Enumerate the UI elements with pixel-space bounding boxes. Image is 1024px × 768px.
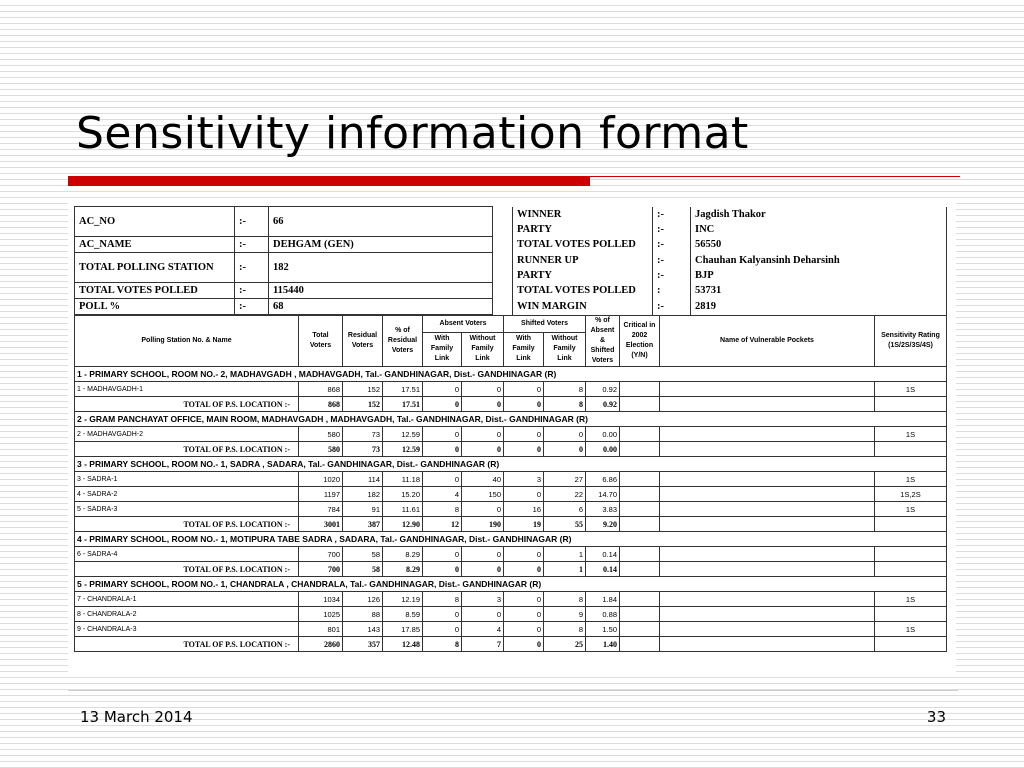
total-pct-as: 9.20 xyxy=(586,517,620,532)
total-pct: 12.48 xyxy=(383,637,423,652)
location-total-row xyxy=(75,517,947,532)
station-abs-wo: 0 xyxy=(462,607,504,622)
total-pct: 12.90 xyxy=(383,517,423,532)
station-row xyxy=(75,592,947,607)
title-accent-bar xyxy=(68,176,590,186)
sensitivity-document xyxy=(74,206,946,652)
total-label: TOTAL OF P.S. LOCATION :- xyxy=(75,562,299,577)
station-residual: 152 xyxy=(343,382,383,397)
total-total: 868 xyxy=(299,397,343,412)
station-name: 3 - SADRA-1 xyxy=(75,472,299,487)
station-pct-as: 3.83 xyxy=(586,502,620,517)
station-total: 801 xyxy=(299,622,343,637)
info-right-sep: :- xyxy=(653,237,691,253)
info-right-label: PARTY xyxy=(513,222,653,237)
station-pct-as: 1.50 xyxy=(586,622,620,637)
info-row xyxy=(75,283,947,299)
station-sh-wo: 22 xyxy=(544,487,586,502)
station-abs-w: 0 xyxy=(423,622,462,637)
station-critical xyxy=(620,547,660,562)
station-abs-w: 8 xyxy=(423,592,462,607)
station-vuln xyxy=(660,502,875,517)
station-sh-wo: 0 xyxy=(544,427,586,442)
station-name: 5 - SADRA-3 xyxy=(75,502,299,517)
slide-title: Sensitivity information format xyxy=(76,108,749,159)
location-total-row xyxy=(75,637,947,652)
col-residual-voters: Residual Voters xyxy=(343,316,383,367)
station-pct-as: 0.88 xyxy=(586,607,620,622)
station-row xyxy=(75,622,947,637)
station-abs-w: 0 xyxy=(423,382,462,397)
station-name: 1 - MADHAVGADH-1 xyxy=(75,382,299,397)
station-total: 700 xyxy=(299,547,343,562)
info-gap xyxy=(493,207,513,237)
location-total-row xyxy=(75,397,947,412)
station-abs-wo: 4 xyxy=(462,622,504,637)
info-right-label: RUNNER UP xyxy=(513,253,653,268)
station-sh-w: 0 xyxy=(504,592,544,607)
total-empty-cell xyxy=(620,397,660,412)
total-empty-cell xyxy=(875,637,947,652)
col-sensitivity-rating: Sensitivity Rating (1S/2S/3S/4S) xyxy=(875,316,947,367)
station-pct-as: 0.00 xyxy=(586,427,620,442)
total-abs-w: 8 xyxy=(423,637,462,652)
info-left-label: POLL % xyxy=(75,299,235,315)
total-empty-cell xyxy=(660,442,875,457)
page-number: 33 xyxy=(926,708,946,726)
col-shifted-with-family: With Family Link xyxy=(504,332,544,366)
station-sh-wo: 8 xyxy=(544,382,586,397)
station-vuln xyxy=(660,592,875,607)
total-abs-w: 0 xyxy=(423,562,462,577)
station-sh-wo: 8 xyxy=(544,592,586,607)
total-sh-wo: 0 xyxy=(544,442,586,457)
location-title: 1 - PRIMARY SCHOOL, ROOM NO.- 2, MADHAVGADH , MADHAVGADH, Tal.- GANDHINAGAR, Dist.- GANDHINAGAR (R) xyxy=(75,367,947,382)
station-pct-as: 6.86 xyxy=(586,472,620,487)
info-gap xyxy=(493,283,513,299)
total-residual: 152 xyxy=(343,397,383,412)
info-right-value: Chauhan Kalyansinh Deharsinh xyxy=(691,253,947,268)
col-shifted-without-family: Without Family Link xyxy=(544,332,586,366)
station-vuln xyxy=(660,472,875,487)
station-row xyxy=(75,472,947,487)
station-rating: 1S xyxy=(875,427,947,442)
total-pct-as: 0.92 xyxy=(586,397,620,412)
total-pct: 12.59 xyxy=(383,442,423,457)
info-right-label: WINNER xyxy=(513,207,653,222)
station-abs-wo: 0 xyxy=(462,427,504,442)
info-row xyxy=(75,237,947,253)
station-abs-wo: 0 xyxy=(462,547,504,562)
info-right-value: INC xyxy=(691,222,947,237)
total-empty-cell xyxy=(620,442,660,457)
info-right-value: 2819 xyxy=(691,299,947,315)
station-pct: 11.61 xyxy=(383,502,423,517)
info-right-value: BJP xyxy=(691,268,947,283)
total-total: 2860 xyxy=(299,637,343,652)
footer-date: 13 March 2014 xyxy=(80,708,193,726)
station-pct: 8.29 xyxy=(383,547,423,562)
station-vuln xyxy=(660,622,875,637)
total-abs-wo: 7 xyxy=(462,637,504,652)
total-empty-cell xyxy=(875,397,947,412)
total-sh-w: 0 xyxy=(504,442,544,457)
station-rating xyxy=(875,547,947,562)
station-rating: 1S xyxy=(875,622,947,637)
station-total: 784 xyxy=(299,502,343,517)
total-empty-cell xyxy=(620,637,660,652)
title-accent-line xyxy=(590,176,960,177)
station-name: 9 - CHANDRALA-3 xyxy=(75,622,299,637)
station-critical xyxy=(620,487,660,502)
total-empty-cell xyxy=(620,562,660,577)
station-pct: 17.85 xyxy=(383,622,423,637)
station-abs-w: 4 xyxy=(423,487,462,502)
station-total: 1020 xyxy=(299,472,343,487)
total-empty-cell xyxy=(660,397,875,412)
total-sh-w: 0 xyxy=(504,562,544,577)
station-abs-wo: 3 xyxy=(462,592,504,607)
total-total: 700 xyxy=(299,562,343,577)
info-right-label: PARTY xyxy=(513,268,653,283)
info-gap xyxy=(493,237,513,253)
location-title: 3 - PRIMARY SCHOOL, ROOM NO.- 1, SADRA , SADARA, Tal.- GANDHINAGAR, Dist.- GANDHINAGAR (R) xyxy=(75,457,947,472)
station-residual: 126 xyxy=(343,592,383,607)
total-empty-cell xyxy=(660,517,875,532)
station-abs-wo: 0 xyxy=(462,382,504,397)
station-abs-wo: 40 xyxy=(462,472,504,487)
info-left-label: TOTAL VOTES POLLED xyxy=(75,283,235,299)
station-residual: 114 xyxy=(343,472,383,487)
station-sh-w: 16 xyxy=(504,502,544,517)
footer-divider xyxy=(68,690,958,691)
station-total: 868 xyxy=(299,382,343,397)
location-row xyxy=(75,412,947,427)
station-critical xyxy=(620,382,660,397)
total-empty-cell xyxy=(620,517,660,532)
station-pct: 12.59 xyxy=(383,427,423,442)
station-name: 8 - CHANDRALA-2 xyxy=(75,607,299,622)
station-residual: 143 xyxy=(343,622,383,637)
station-sh-w: 0 xyxy=(504,547,544,562)
station-name: 2 - MADHAVGADH-2 xyxy=(75,427,299,442)
station-rating: 1S xyxy=(875,592,947,607)
total-pct-as: 1.40 xyxy=(586,637,620,652)
info-left-label: TOTAL POLLING STATION xyxy=(75,253,235,283)
station-sh-w: 3 xyxy=(504,472,544,487)
station-sh-w: 0 xyxy=(504,607,544,622)
station-abs-w: 0 xyxy=(423,427,462,442)
total-abs-wo: 0 xyxy=(462,442,504,457)
station-total: 1025 xyxy=(299,607,343,622)
info-right-sep: :- xyxy=(653,253,691,268)
station-name: 7 - CHANDRALA-1 xyxy=(75,592,299,607)
info-right-label: TOTAL VOTES POLLED xyxy=(513,283,653,299)
station-critical xyxy=(620,472,660,487)
info-left-value: 182 xyxy=(269,253,493,283)
total-empty-cell xyxy=(875,562,947,577)
station-row xyxy=(75,502,947,517)
station-residual: 182 xyxy=(343,487,383,502)
total-label: TOTAL OF P.S. LOCATION :- xyxy=(75,517,299,532)
station-abs-wo: 150 xyxy=(462,487,504,502)
station-sh-w: 0 xyxy=(504,427,544,442)
info-right-sep: :- xyxy=(653,222,691,237)
station-vuln xyxy=(660,487,875,502)
sensitivity-table xyxy=(74,315,947,652)
station-pct-as: 0.92 xyxy=(586,382,620,397)
info-right-sep: :- xyxy=(653,299,691,315)
total-sh-wo: 55 xyxy=(544,517,586,532)
total-abs-wo: 0 xyxy=(462,562,504,577)
total-abs-w: 12 xyxy=(423,517,462,532)
col-ps-name: Polling Station No. & Name xyxy=(75,316,299,367)
station-residual: 58 xyxy=(343,547,383,562)
total-sh-w: 0 xyxy=(504,397,544,412)
info-right-sep: :- xyxy=(653,207,691,222)
info-left-sep: :- xyxy=(235,253,269,283)
station-abs-w: 0 xyxy=(423,607,462,622)
info-left-sep: :- xyxy=(235,283,269,299)
info-left-value: 115440 xyxy=(269,283,493,299)
station-pct: 15.20 xyxy=(383,487,423,502)
station-sh-wo: 6 xyxy=(544,502,586,517)
total-residual: 58 xyxy=(343,562,383,577)
info-right-value: Jagdish Thakor xyxy=(691,207,947,222)
station-abs-w: 0 xyxy=(423,547,462,562)
station-row xyxy=(75,487,947,502)
total-abs-wo: 190 xyxy=(462,517,504,532)
total-pct-as: 0.00 xyxy=(586,442,620,457)
info-right-value: 56550 xyxy=(691,237,947,253)
info-row xyxy=(75,253,947,268)
station-row xyxy=(75,547,947,562)
station-pct-as: 1.84 xyxy=(586,592,620,607)
station-vuln xyxy=(660,547,875,562)
station-sh-w: 0 xyxy=(504,622,544,637)
station-vuln xyxy=(660,382,875,397)
info-right-sep: : xyxy=(653,283,691,299)
constituency-info-table xyxy=(74,206,947,315)
station-total: 1197 xyxy=(299,487,343,502)
document-image xyxy=(68,198,956,676)
info-right-value: 53731 xyxy=(691,283,947,299)
col-total-voters: Total Voters xyxy=(299,316,343,367)
station-pct: 12.19 xyxy=(383,592,423,607)
station-vuln xyxy=(660,607,875,622)
info-row xyxy=(75,207,947,222)
total-pct: 8.29 xyxy=(383,562,423,577)
location-total-row xyxy=(75,442,947,457)
info-left-sep: :- xyxy=(235,207,269,237)
station-critical xyxy=(620,622,660,637)
station-name: 4 - SADRA-2 xyxy=(75,487,299,502)
location-title: 5 - PRIMARY SCHOOL, ROOM NO.- 1, CHANDRALA , CHANDRALA, Tal.- GANDHINAGAR, Dist.- GANDHINAGAR (R) xyxy=(75,577,947,592)
info-left-value: 66 xyxy=(269,207,493,237)
total-abs-w: 0 xyxy=(423,397,462,412)
total-residual: 387 xyxy=(343,517,383,532)
col-vulnerable-pockets: Name of Vulnerable Pockets xyxy=(660,316,875,367)
station-abs-w: 8 xyxy=(423,502,462,517)
station-row xyxy=(75,607,947,622)
total-label: TOTAL OF P.S. LOCATION :- xyxy=(75,637,299,652)
col-shifted-voters: Shifted Voters xyxy=(504,316,586,333)
total-label: TOTAL OF P.S. LOCATION :- xyxy=(75,397,299,412)
station-row xyxy=(75,382,947,397)
station-rating: 1S xyxy=(875,382,947,397)
station-row xyxy=(75,427,947,442)
station-name: 6 - SADRA-4 xyxy=(75,547,299,562)
station-abs-w: 0 xyxy=(423,472,462,487)
total-empty-cell xyxy=(660,562,875,577)
total-empty-cell xyxy=(875,517,947,532)
location-title: 2 - GRAM PANCHAYAT OFFICE, MAIN ROOM, MADHAVGADH , MADHAVGADH, Tal.- GANDHINAGAR, Dist.- GANDHINAGAR (R) xyxy=(75,412,947,427)
station-critical xyxy=(620,502,660,517)
total-label: TOTAL OF P.S. LOCATION :- xyxy=(75,442,299,457)
station-pct: 17.51 xyxy=(383,382,423,397)
station-residual: 91 xyxy=(343,502,383,517)
total-sh-wo: 25 xyxy=(544,637,586,652)
station-total: 1034 xyxy=(299,592,343,607)
station-pct-as: 0.14 xyxy=(586,547,620,562)
col-absent-with-family: With Family Link xyxy=(423,332,462,366)
location-total-row xyxy=(75,562,947,577)
station-total: 580 xyxy=(299,427,343,442)
total-total: 580 xyxy=(299,442,343,457)
total-total: 3001 xyxy=(299,517,343,532)
info-right-sep: :- xyxy=(653,268,691,283)
total-residual: 73 xyxy=(343,442,383,457)
info-row xyxy=(75,299,947,315)
info-left-value: DEHGAM (GEN) xyxy=(269,237,493,253)
station-sh-w: 0 xyxy=(504,382,544,397)
station-critical xyxy=(620,427,660,442)
info-right-label: WIN MARGIN xyxy=(513,299,653,315)
total-abs-wo: 0 xyxy=(462,397,504,412)
location-title: 4 - PRIMARY SCHOOL, ROOM NO.- 1, MOTIPURA TABE SADRA , SADARA, Tal.- GANDHINAGAR, Dist.- GANDHINAGAR (R) xyxy=(75,532,947,547)
station-sh-wo: 27 xyxy=(544,472,586,487)
station-critical xyxy=(620,607,660,622)
station-sh-w: 0 xyxy=(504,487,544,502)
station-abs-wo: 0 xyxy=(462,502,504,517)
info-gap xyxy=(493,253,513,283)
location-row xyxy=(75,577,947,592)
station-critical xyxy=(620,592,660,607)
station-sh-wo: 8 xyxy=(544,622,586,637)
station-rating xyxy=(875,607,947,622)
col-pct-absent-shifted: % of Absent & Shifted Voters xyxy=(586,316,620,367)
station-rating: 1S,2S xyxy=(875,487,947,502)
info-left-label: AC_NAME xyxy=(75,237,235,253)
location-row xyxy=(75,367,947,382)
total-sh-wo: 8 xyxy=(544,397,586,412)
info-left-label: AC_NO xyxy=(75,207,235,237)
total-sh-wo: 1 xyxy=(544,562,586,577)
total-empty-cell xyxy=(660,637,875,652)
station-rating: 1S xyxy=(875,502,947,517)
col-pct-residual: % of Residual Voters xyxy=(383,316,423,367)
col-absent-voters: Absent Voters xyxy=(423,316,504,333)
total-abs-w: 0 xyxy=(423,442,462,457)
col-absent-without-family: Without Family Link xyxy=(462,332,504,366)
info-right-label: TOTAL VOTES POLLED xyxy=(513,237,653,253)
total-residual: 357 xyxy=(343,637,383,652)
total-sh-w: 0 xyxy=(504,637,544,652)
station-pct-as: 14.70 xyxy=(586,487,620,502)
station-sh-wo: 9 xyxy=(544,607,586,622)
station-sh-wo: 1 xyxy=(544,547,586,562)
station-pct: 11.18 xyxy=(383,472,423,487)
station-vuln xyxy=(660,427,875,442)
station-pct: 8.59 xyxy=(383,607,423,622)
info-left-sep: :- xyxy=(235,299,269,315)
total-pct-as: 0.14 xyxy=(586,562,620,577)
location-row xyxy=(75,457,947,472)
location-row xyxy=(75,532,947,547)
total-empty-cell xyxy=(875,442,947,457)
total-sh-w: 19 xyxy=(504,517,544,532)
station-residual: 88 xyxy=(343,607,383,622)
total-pct: 17.51 xyxy=(383,397,423,412)
station-rating: 1S xyxy=(875,472,947,487)
station-residual: 73 xyxy=(343,427,383,442)
info-left-sep: :- xyxy=(235,237,269,253)
info-left-value: 68 xyxy=(269,299,493,315)
col-critical-2002: Critical in 2002 Election (Y/N) xyxy=(620,316,660,367)
info-gap xyxy=(493,299,513,315)
